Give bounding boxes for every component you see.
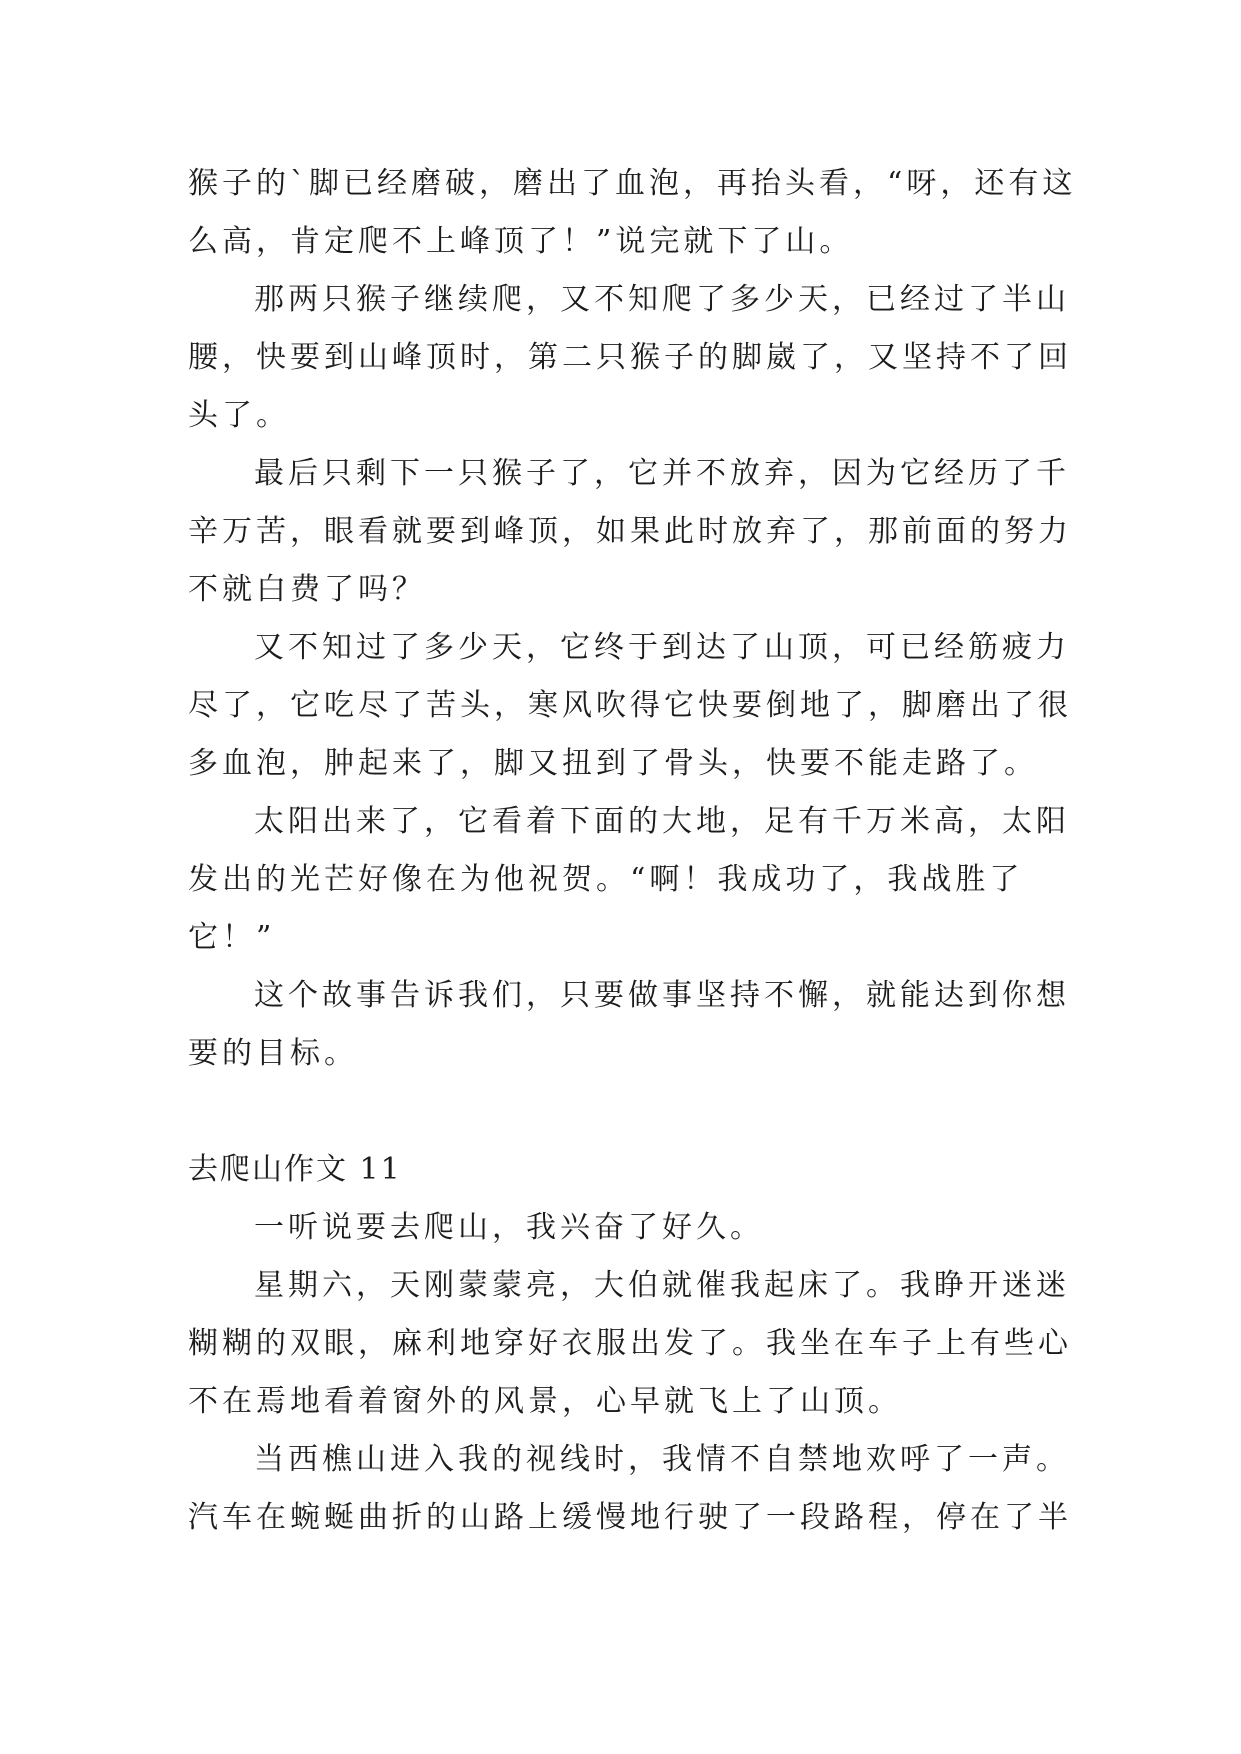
text-line: 么高，肯定爬不上峰顶了！”说完就下了山。 bbox=[188, 224, 854, 259]
text-line: 头了。 bbox=[188, 398, 290, 433]
text-line: 尽了，它吃尽了苦头，寒风吹得它快要倒地了，脚磨出了很 bbox=[188, 688, 1072, 723]
paragraph-start-line: 这个故事告诉我们，只要做事坚持不懈，就能达到你想 bbox=[254, 978, 1070, 1013]
text-line: 它！” bbox=[188, 920, 276, 955]
text-line: 要的目标。 bbox=[188, 1036, 358, 1071]
section-heading: 去爬山作文 11 bbox=[188, 1152, 402, 1187]
paragraph-start-line: 当西樵山进入我的视线时，我情不自禁地欢呼了一声。 bbox=[254, 1442, 1070, 1477]
text-line: 不在焉地看着窗外的风景，心早就飞上了山顶。 bbox=[188, 1384, 902, 1419]
text-line: 汽车在蜿蜒曲折的山路上缓慢地行驶了一段路程，停在了半 bbox=[188, 1500, 1072, 1535]
text-line: 糊糊的双眼，麻利地穿好衣服出发了。我坐在车子上有些心 bbox=[188, 1326, 1072, 1361]
text-line: 猴子的`脚已经磨破，磨出了血泡，再抬头看，“呀，还有这 bbox=[188, 166, 1077, 201]
paragraph-start-line: 那两只猴子继续爬，又不知爬了多少天，已经过了半山 bbox=[254, 282, 1070, 317]
paragraph-start-line: 最后只剩下一只猴子了，它并不放弃，因为它经历了千 bbox=[254, 456, 1070, 491]
paragraph-start-line: 星期六，天刚蒙蒙亮，大伯就催我起床了。我睁开迷迷 bbox=[254, 1268, 1070, 1303]
text-line: 不就白费了吗？ bbox=[188, 572, 426, 607]
paragraph-start-line: 又不知过了多少天，它终于到达了山顶，可已经筋疲力 bbox=[254, 630, 1070, 665]
paragraph-start-line: 一听说要去爬山，我兴奋了好久。 bbox=[254, 1210, 764, 1245]
paragraph-start-line: 太阳出来了，它看着下面的大地，足有千万米高，太阳 bbox=[254, 804, 1070, 839]
text-line: 腰，快要到山峰顶时，第二只猴子的脚崴了，又坚持不了回 bbox=[188, 340, 1072, 375]
text-line: 发出的光芒好像在为他祝贺。“啊！我成功了，我战胜了 bbox=[188, 862, 1024, 897]
text-line: 多血泡，肿起来了，脚又扭到了骨头，快要不能走路了。 bbox=[188, 746, 1038, 781]
text-line: 辛万苦，眼看就要到峰顶，如果此时放弃了，那前面的努力 bbox=[188, 514, 1072, 549]
